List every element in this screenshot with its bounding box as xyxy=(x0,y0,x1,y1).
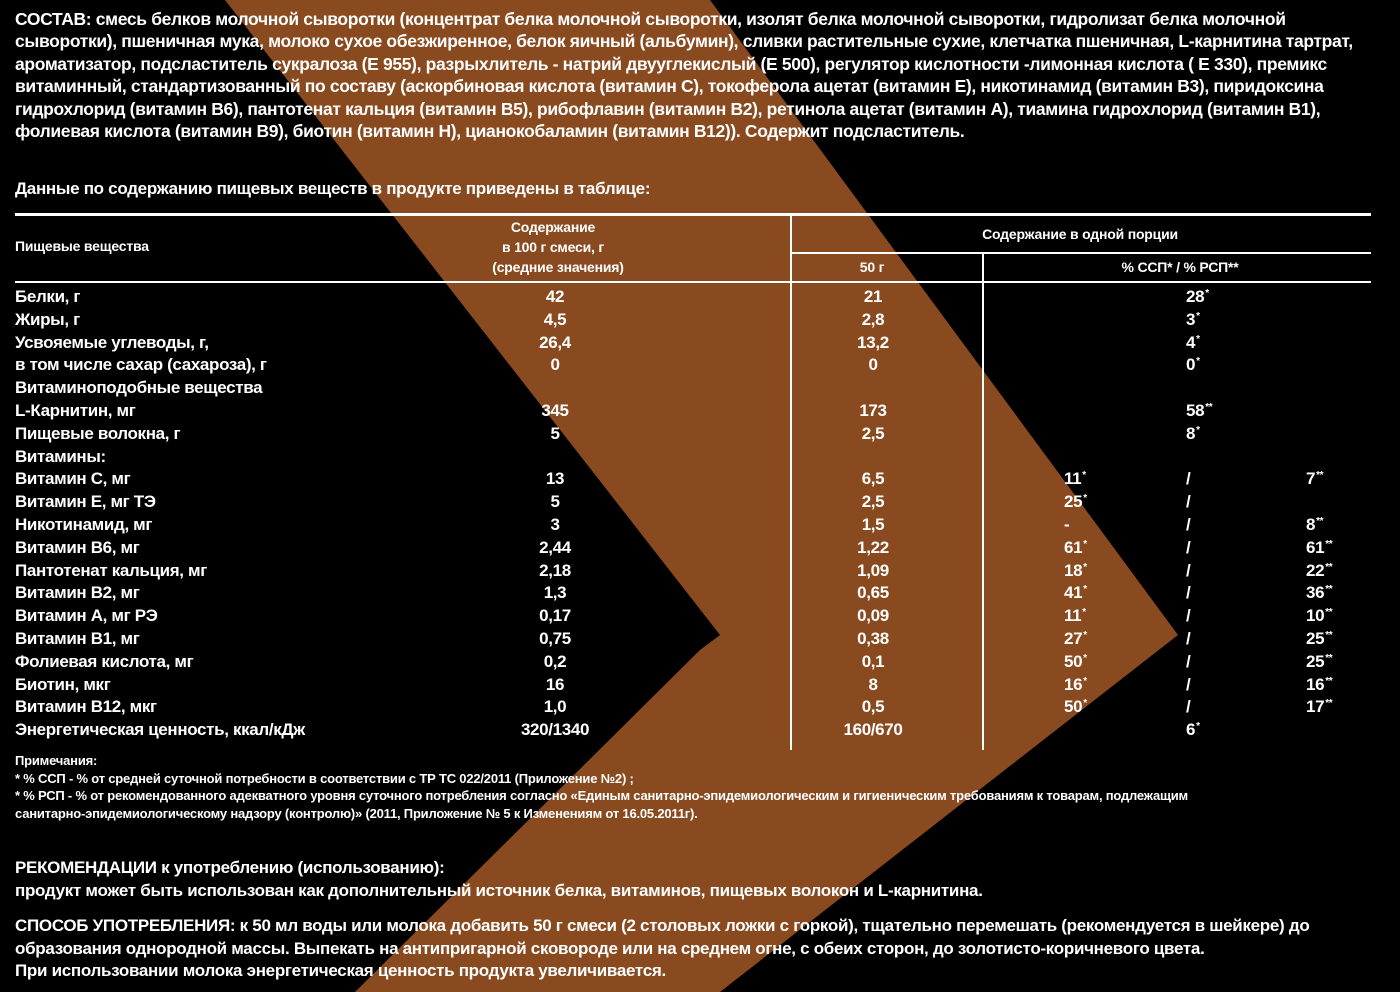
ssp-value-mark: * xyxy=(1083,629,1087,641)
portion-value xyxy=(773,719,973,742)
nutrient-name xyxy=(15,400,135,423)
pct-separator-value: / xyxy=(1186,628,1191,648)
ssp-value xyxy=(1064,560,1087,583)
pct-separator xyxy=(1186,696,1190,719)
recommendations-title: РЕКОМЕНДАЦИИ к употреблению (использованию): xyxy=(15,858,445,877)
table-row xyxy=(0,537,1400,560)
portion-value-value: 0,1 xyxy=(861,651,885,671)
nutrient-name-value: Витамины: xyxy=(15,446,106,466)
pct-value-mark: * xyxy=(1196,721,1200,733)
rsp-value-mark: ** xyxy=(1325,584,1333,596)
nutrient-name-value: Пищевые волокна, г xyxy=(15,423,181,443)
table-header-mid-rule xyxy=(790,252,1371,254)
pct-value xyxy=(1186,719,1200,742)
rsp-value-value: 22 xyxy=(1306,560,1325,580)
portion-value-value: 0,09 xyxy=(857,606,889,626)
pct-value-mark: * xyxy=(1196,310,1200,322)
nutrient-name xyxy=(15,491,156,514)
nutrient-name xyxy=(15,354,267,377)
portion-value-value: 21 xyxy=(863,287,883,306)
portion-value-value: 160/670 xyxy=(843,720,903,740)
portion-value-value: 0,5 xyxy=(861,697,885,717)
ssp-value-value: - xyxy=(1064,514,1070,534)
pct-separator xyxy=(1186,560,1190,583)
portion-value-value: 1,5 xyxy=(861,514,885,534)
table-intro: Данные по содержанию пищевых веществ в продукте приведены в таблице: xyxy=(15,179,651,198)
recommendations-text: продукт может быть использован как дополнительный источник белка, витаминов, пищевых волокон и L-карнитина. xyxy=(15,880,983,900)
pct-separator xyxy=(1186,468,1190,491)
pct-value xyxy=(1186,332,1200,355)
rsp-value-value: 10 xyxy=(1306,606,1325,626)
per100-value-value: 0,17 xyxy=(539,606,571,626)
ssp-value xyxy=(1064,628,1087,651)
pct-value xyxy=(1186,400,1212,423)
pct-separator xyxy=(1186,628,1190,651)
portion-value xyxy=(773,582,973,605)
pct-value-value: 8 xyxy=(1186,423,1196,443)
per100-value xyxy=(455,423,655,446)
per100-value xyxy=(455,400,655,423)
table-row xyxy=(0,309,1400,332)
per100-value-value: 1,0 xyxy=(543,697,567,717)
table-row xyxy=(0,354,1400,377)
pct-separator xyxy=(1186,605,1190,628)
rsp-value-value: 8 xyxy=(1306,514,1316,534)
rsp-value xyxy=(1306,651,1332,674)
rsp-value xyxy=(1306,582,1332,605)
nutrient-name xyxy=(15,332,209,355)
pct-value-mark: * xyxy=(1196,424,1200,436)
pct-separator xyxy=(1186,514,1190,537)
portion-value-value: 2,5 xyxy=(861,492,885,512)
ssp-value-value: 50 xyxy=(1064,651,1083,671)
portion-value xyxy=(773,286,973,309)
pct-value-mark: ** xyxy=(1205,401,1213,413)
ssp-value-value: 16 xyxy=(1064,674,1083,694)
ssp-value-mark: * xyxy=(1083,675,1087,687)
portion-value xyxy=(773,560,973,583)
rsp-value-value: 7 xyxy=(1306,469,1316,489)
per100-value-value: 16 xyxy=(545,674,565,694)
per100-value xyxy=(455,605,655,628)
pct-separator-value: / xyxy=(1186,697,1191,717)
per100-value xyxy=(455,309,655,332)
nutrient-name xyxy=(15,582,139,605)
portion-value xyxy=(773,605,973,628)
ssp-value-mark: * xyxy=(1083,584,1087,596)
usage xyxy=(15,915,1395,983)
per100-value xyxy=(455,354,655,377)
rsp-value-value: 36 xyxy=(1306,583,1325,603)
portion-value-value: 0,65 xyxy=(857,583,889,603)
nutrient-name-value: Витамин Е, мг ТЭ xyxy=(15,492,156,512)
ssp-value-mark: * xyxy=(1083,698,1087,710)
nutrient-name-value: Витамин С, мг xyxy=(15,469,131,489)
table-row xyxy=(0,696,1400,719)
table-row xyxy=(0,514,1400,537)
table-row xyxy=(0,400,1400,423)
table-row xyxy=(0,491,1400,514)
pct-value xyxy=(1186,354,1200,377)
per100-value xyxy=(455,674,655,697)
pct-value-mark: * xyxy=(1196,333,1200,345)
pct-value-value: 0 xyxy=(1186,355,1196,375)
table-row xyxy=(0,332,1400,355)
pct-value-value: 3 xyxy=(1186,309,1196,329)
pct-separator xyxy=(1186,582,1190,605)
rsp-value-mark: ** xyxy=(1325,561,1333,573)
portion-value-value: 6,5 xyxy=(861,469,885,489)
pct-separator-value: / xyxy=(1186,537,1191,557)
rsp-value-value: 61 xyxy=(1306,537,1325,557)
rsp-value-mark: ** xyxy=(1325,607,1333,619)
ssp-value-mark: * xyxy=(1083,561,1087,573)
ssp-value xyxy=(1064,605,1086,628)
portion-value-value: 173 xyxy=(859,400,887,420)
per100-value-value: 1,3 xyxy=(543,583,567,603)
nutrient-name xyxy=(15,286,80,309)
per100-value-value: 2,18 xyxy=(539,560,571,580)
per100-value xyxy=(455,514,655,537)
per100-value-value: 13 xyxy=(545,469,565,489)
nutrient-name-value: Никотинамид, мг xyxy=(15,514,153,534)
ssp-value-value: 18 xyxy=(1064,560,1083,580)
rsp-value-value: 16 xyxy=(1306,674,1325,694)
nutrient-name-value: Витаминоподобные вещества xyxy=(15,378,263,398)
ssp-value-value: 41 xyxy=(1064,583,1083,603)
portion-value xyxy=(773,674,973,697)
ssp-value xyxy=(1064,537,1087,560)
pct-separator-value: / xyxy=(1186,651,1191,671)
ssp-value-value: 11 xyxy=(1064,469,1082,489)
pct-value xyxy=(1186,309,1200,332)
rsp-value xyxy=(1306,605,1332,628)
portion-value xyxy=(773,491,973,514)
portion-value-value: 2,8 xyxy=(861,309,885,329)
nutrient-name xyxy=(15,468,130,491)
usage-note: При использовании молока энергетическая ценность продукта увеличивается. xyxy=(15,961,666,980)
table-row xyxy=(0,446,1400,469)
nutrient-name xyxy=(15,605,157,628)
table-row xyxy=(0,286,1400,309)
nutrient-name xyxy=(15,696,157,719)
ssp-value xyxy=(1064,468,1086,491)
portion-value xyxy=(773,309,973,332)
nutrient-name-value: Витамин А, мг РЭ xyxy=(15,606,158,626)
portion-value xyxy=(773,423,973,446)
table-top-rule xyxy=(15,213,1371,216)
rsp-value-mark: ** xyxy=(1325,629,1333,641)
recommendations xyxy=(15,857,983,902)
pct-value-mark: * xyxy=(1196,356,1200,368)
rsp-value xyxy=(1306,468,1323,491)
per100-value xyxy=(455,332,655,355)
pct-separator xyxy=(1186,651,1190,674)
nutrient-name xyxy=(15,628,139,651)
nutrient-name xyxy=(15,514,152,537)
portion-value xyxy=(773,696,973,719)
header-nutrients: Пищевые вещества xyxy=(15,238,149,254)
rsp-value-mark: ** xyxy=(1316,515,1324,527)
nutrient-name-value: Усвояемые углеводы, г, xyxy=(15,332,209,352)
ssp-value-mark: * xyxy=(1083,493,1087,505)
per100-value-value: 26,4 xyxy=(539,332,571,352)
rsp-value xyxy=(1306,696,1332,719)
pct-value-value: 28 xyxy=(1186,287,1205,306)
ssp-value-value: 25 xyxy=(1064,492,1083,512)
rsp-value-value: 17 xyxy=(1306,697,1325,717)
portion-value xyxy=(773,400,973,423)
pct-value-value: 4 xyxy=(1186,332,1196,352)
per100-value-value: 0,2 xyxy=(543,651,567,671)
header-portion-50g: 50 г xyxy=(859,259,885,275)
rsp-value-value: 25 xyxy=(1306,651,1325,671)
nutrient-name xyxy=(15,651,193,674)
portion-value-value: 2,5 xyxy=(861,423,885,443)
table-row xyxy=(0,628,1400,651)
portion-value-value: 0 xyxy=(868,355,878,375)
header-per100-line2: в 100 г смеси, г xyxy=(501,239,604,255)
per100-value-value: 42 xyxy=(545,287,565,306)
ssp-value-value: 61 xyxy=(1064,537,1083,557)
nutrient-name-value: Белки, г xyxy=(15,287,81,306)
header-per100-line1: Содержание xyxy=(510,219,596,235)
nutrient-name-value: Жиры, г xyxy=(15,309,80,329)
portion-value-value: 8 xyxy=(868,674,878,694)
table-row xyxy=(0,377,1400,400)
nutrient-name-value: Фолиевая кислота, мг xyxy=(15,651,194,671)
ssp-value-mark: * xyxy=(1083,652,1087,664)
nutrient-name xyxy=(15,423,180,446)
pct-separator-value: / xyxy=(1186,469,1191,489)
pct-separator-value: / xyxy=(1186,492,1191,512)
pct-separator-value: / xyxy=(1186,560,1191,580)
portion-value xyxy=(773,354,973,377)
ssp-value-value: 27 xyxy=(1064,628,1083,648)
per100-value-value: 0 xyxy=(550,355,560,375)
per100-value xyxy=(455,286,655,309)
pct-value xyxy=(1186,286,1209,309)
ssp-value xyxy=(1064,651,1087,674)
per100-value xyxy=(455,537,655,560)
per100-value-value: 4,5 xyxy=(543,309,567,329)
notes xyxy=(15,752,1188,822)
table-row xyxy=(0,605,1400,628)
rsp-value-mark: ** xyxy=(1325,538,1333,550)
nutrient-name-value: Витамин В2, мг xyxy=(15,583,140,603)
nutrient-name xyxy=(15,537,139,560)
portion-value-value: 1,09 xyxy=(857,560,889,580)
usage-text: СПОСОБ УПОТРЕБЛЕНИЯ: к 50 мл воды или молока добавить 50 г смеси (2 столовых ложки с горкой), тщательно перемешать (рекомендуется в шейкере) до образования однородной массы. Выпекать на антипригарной сковороде или на среднем огне, с обеих сторон, до золотисто-коричневого цвета. xyxy=(15,916,1310,958)
ssp-value-value: 11 xyxy=(1064,606,1082,626)
nutrient-name xyxy=(15,560,207,583)
portion-value-value: 1,22 xyxy=(857,537,889,557)
nutrient-name-value: в том числе сахар (сахароза), г xyxy=(15,355,267,375)
pct-separator xyxy=(1186,491,1190,514)
nutrient-name xyxy=(15,309,80,332)
nutrient-name xyxy=(15,446,106,469)
rsp-value-mark: ** xyxy=(1325,652,1333,664)
portion-value xyxy=(773,537,973,560)
nutrient-name xyxy=(15,674,110,697)
portion-value xyxy=(773,514,973,537)
table-header-bottom-rule xyxy=(15,281,1371,283)
portion-value-value: 0,38 xyxy=(857,628,889,648)
pct-value-value: 6 xyxy=(1186,720,1196,740)
ssp-value-mark: * xyxy=(1082,470,1086,482)
pct-separator-value: / xyxy=(1186,514,1191,534)
table-row xyxy=(0,560,1400,583)
rsp-value xyxy=(1306,560,1332,583)
note-rsp: * % РСП - % от рекомендованного адекватного уровня суточного потребления согласно «Единым санитарно-эпидемиологическим и гигиеническим требованиям к товарам, подлежащим xyxy=(15,788,1188,804)
nutrient-name xyxy=(15,719,305,742)
table-row xyxy=(0,674,1400,697)
ssp-value-value: 50 xyxy=(1064,697,1083,717)
table-row xyxy=(0,719,1400,742)
per100-value-value: 3 xyxy=(550,514,560,534)
note-rsp-cont: санитарно-эпидемиологическому надзору (контролю)» (2011, Приложение № 5 к Изменениям от 16.05.2011г). xyxy=(15,805,698,821)
rsp-value xyxy=(1306,537,1332,560)
per100-value xyxy=(455,468,655,491)
ssp-value-mark: * xyxy=(1082,607,1086,619)
table-row xyxy=(0,651,1400,674)
nutrient-name-value: Пантотенат кальция, мг xyxy=(15,560,207,580)
nutrient-name-value: Витамин В1, мг xyxy=(15,628,140,648)
nutrient-name-value: Энергетическая ценность, ккал/кДж xyxy=(15,720,305,740)
notes-title: Примечания: xyxy=(15,753,98,768)
per100-value-value: 2,44 xyxy=(539,537,571,557)
portion-value-value: 13,2 xyxy=(857,332,889,352)
pct-value xyxy=(1186,446,1187,469)
pct-value-mark: * xyxy=(1205,288,1209,299)
rsp-value-mark: ** xyxy=(1325,675,1333,687)
nutrient-name-value: L-Карнитин, мг xyxy=(15,400,136,420)
portion-value xyxy=(773,468,973,491)
rsp-value-value: 25 xyxy=(1306,628,1325,648)
ssp-value xyxy=(1064,514,1070,537)
pct-separator-value: / xyxy=(1186,606,1191,626)
pct-separator-value: / xyxy=(1186,583,1191,603)
ssp-value-mark: * xyxy=(1083,538,1087,550)
pct-separator xyxy=(1186,674,1190,697)
pct-separator xyxy=(1186,537,1190,560)
header-per100-line3: (средние значения) xyxy=(492,259,624,275)
rsp-value xyxy=(1306,628,1332,651)
table-row xyxy=(0,423,1400,446)
per100-value-value: 0,75 xyxy=(539,628,571,648)
portion-value xyxy=(773,651,973,674)
pct-value-value: 58 xyxy=(1186,400,1205,420)
per100-value xyxy=(455,560,655,583)
per100-value-value: 5 xyxy=(550,423,560,443)
per100-value xyxy=(455,491,655,514)
per100-value-value: 345 xyxy=(541,400,569,420)
portion-value xyxy=(773,332,973,355)
ssp-value xyxy=(1064,491,1087,514)
table-body xyxy=(0,286,1400,742)
ssp-value xyxy=(1064,582,1087,605)
nutrient-name-value: Витамин В6, мг xyxy=(15,537,140,557)
per100-value-value: 5 xyxy=(550,492,560,512)
portion-value xyxy=(773,628,973,651)
per100-value xyxy=(455,696,655,719)
per100-value xyxy=(455,582,655,605)
rsp-value xyxy=(1306,491,1307,514)
ssp-value xyxy=(1064,696,1087,719)
rsp-value-mark: ** xyxy=(1325,698,1333,710)
pct-value xyxy=(1186,377,1187,400)
per100-value xyxy=(455,651,655,674)
rsp-value-mark: ** xyxy=(1316,470,1324,482)
note-ssp: * % ССП - % от средней суточной потребности в соответствии с ТР ТС 022/2011 (Приложение №2) ; xyxy=(15,770,634,786)
nutrient-name-value: Биотин, мкг xyxy=(15,674,111,694)
nutrient-name xyxy=(15,377,262,400)
per100-value xyxy=(455,628,655,651)
header-pct: % ССП* / % РСП** xyxy=(1121,259,1239,275)
rsp-value xyxy=(1306,514,1323,537)
nutrient-name-value: Витамин В12, мкг xyxy=(15,697,157,717)
ssp-value xyxy=(1064,674,1087,697)
table-row xyxy=(0,468,1400,491)
table-row xyxy=(0,582,1400,605)
per100-value xyxy=(455,719,655,742)
pct-separator-value: / xyxy=(1186,674,1191,694)
composition-text: СОСТАВ: смесь белков молочной сыворотки (концентрат белка молочной сыворотки, изолят белка молочной сыворотки, гидролизат белка молочной сыворотки), пшеничная мука, молоко сухое обезжиренное, белок яичный (альбумин), сливки растительные сухие, клетчатка пшеничная, L-карнитина тартрат, ароматизатор, подсластитель сукралоза (Е 955), разрыхлитель - натрий двууглекислый (Е 500), регулятор кислотности -лимонная кислота ( Е 330), премикс витаминный, стандартизованный по составу (аскорбиновая кислота (витамин С), токоферола ацетат (витамин Е), никотинамид (витамин В3), пиридоксина гидрохлорид (витамин В6), пантотенат кальция (витамин В5), рибофлавин (витамин В2), ретинола ацетат (витамин А), тиамина гидрохлорид (витамин В1), фолиевая кислота (витамин В9), биотин (витамин Н), цианокобаламин (витамин В12)). Содержит подсластитель. xyxy=(15,9,1353,142)
header-portion: Содержание в одной порции xyxy=(982,226,1178,242)
rsp-value xyxy=(1306,674,1332,697)
per100-value-value: 320/1340 xyxy=(520,720,590,740)
pct-value xyxy=(1186,423,1200,446)
